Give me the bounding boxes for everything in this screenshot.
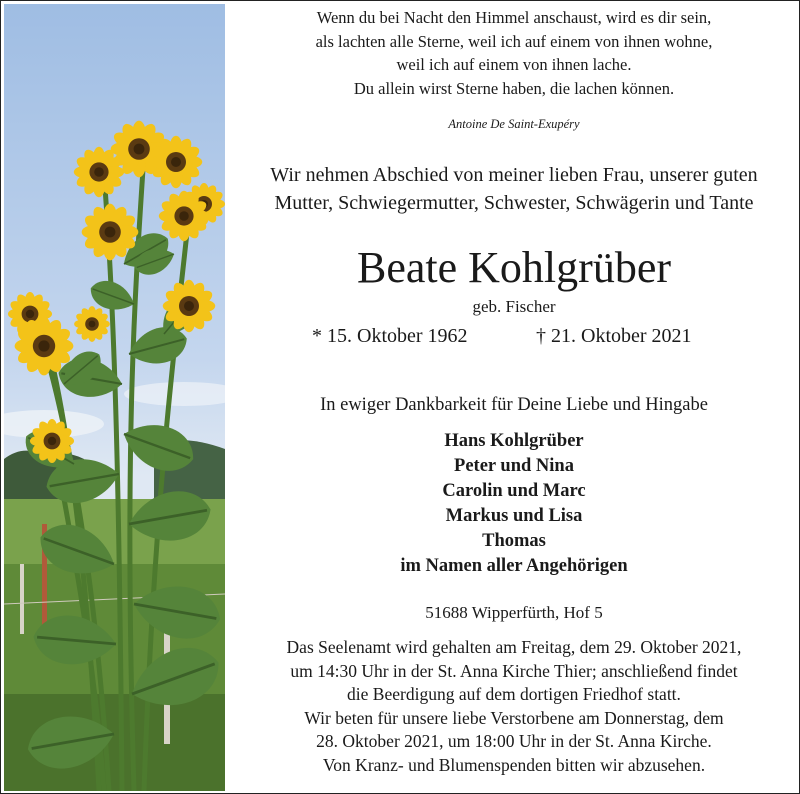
details-line: um 14:30 Uhr in der St. Anna Kirche Thier; anschließend findet — [290, 660, 738, 681]
mourner: im Namen aller Angehörigen — [400, 556, 628, 576]
mourner: Hans Kohlgrüber — [444, 431, 584, 451]
mourner: Markus und Lisa — [445, 506, 583, 526]
quote-line: Du allein wirst Sterne haben, die lachen können. — [353, 78, 675, 98]
sunflower-photo — [4, 4, 225, 791]
farewell-intro — [229, 161, 799, 217]
quote-line: Wenn du bei Nacht den Himmel anschaust, wird es dir sein, — [316, 8, 712, 27]
quote-author: Antoine De Saint-Exupéry — [448, 117, 580, 131]
details-line: Wir beten für unsere liebe Verstorbene am Donnerstag, dem — [304, 707, 724, 728]
mourners-list — [229, 429, 799, 579]
intro-line: Wir nehmen Abschied von meiner lieben Frau, unserer guten — [270, 164, 758, 186]
mourner: Thomas — [482, 531, 546, 551]
maiden-name: geb. Fischer — [472, 297, 556, 316]
service-details — [229, 636, 799, 777]
details-line: 28. Oktober 2021, um 18:00 Uhr in der St. Anna Kirche. — [316, 731, 712, 751]
quote-line: weil ich auf einem von ihnen lache. — [396, 55, 632, 74]
mourner: Carolin und Marc — [442, 481, 586, 501]
details-line: Von Kranz- und Blumenspenden bitten wir abzusehen. — [322, 754, 706, 775]
gratitude-line: In ewiger Dankbarkeit für Deine Liebe und Hingabe — [320, 395, 708, 415]
death-date: † 21. Oktober 2021 — [536, 325, 692, 347]
quote-line: als lachten alle Sterne, weil ich auf einem von ihnen wohne, — [315, 31, 713, 51]
intro-line: Mutter, Schwiegermutter, Schwester, Schwägerin und Tante — [274, 192, 754, 214]
birth-date: * 15. Oktober 1962 — [312, 325, 468, 347]
mourner: Peter und Nina — [454, 456, 574, 476]
details-line: die Beerdigung auf dem dortigen Friedhof statt. — [347, 684, 681, 704]
address: 51688 Wipperfürth, Hof 5 — [425, 603, 603, 622]
quote — [229, 6, 799, 100]
deceased-name: Beate Kohlgrüber — [357, 243, 671, 292]
details-line: Das Seelenamt wird gehalten am Freitag, dem 29. Oktober 2021, — [286, 637, 742, 657]
